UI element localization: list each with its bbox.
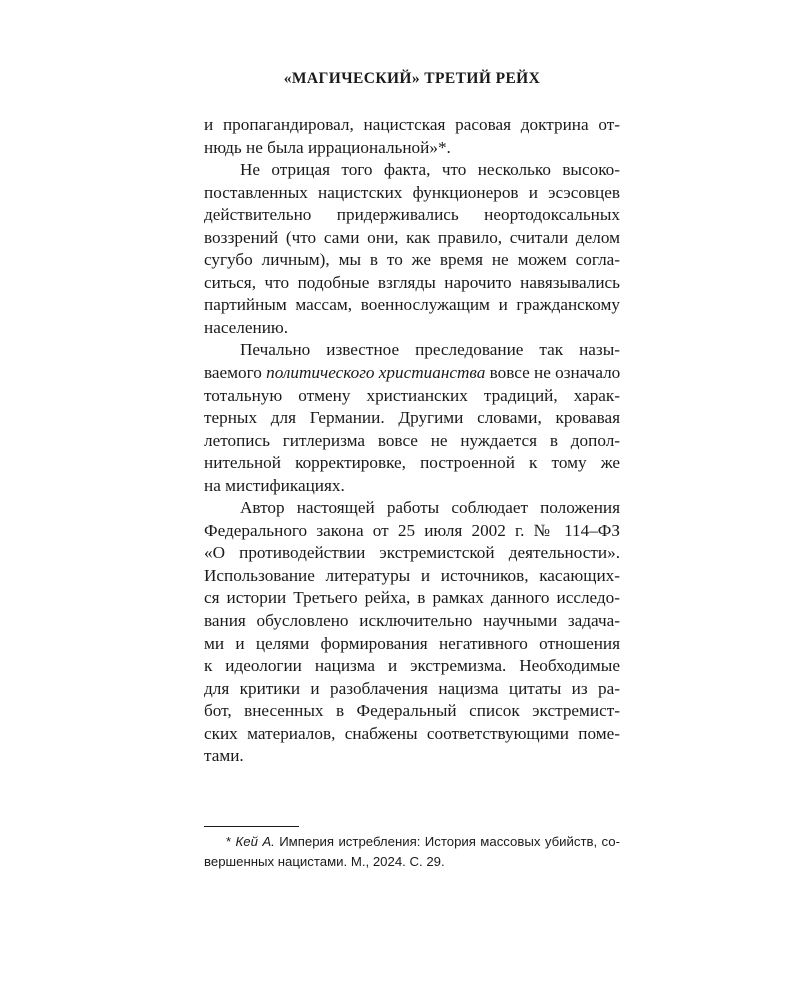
text-line: Федерального закона от 25 июля 2002 г. № 114–ФЗ [204,520,620,540]
running-head: «МАГИЧЕСКИЙ» ТРЕТИЙ РЕЙХ [283,70,541,87]
text-line: Автор настоящей работы соблюдает положения [240,498,620,518]
text-line: «О противодействии экстремистской деятельности». [204,543,620,563]
text-line: для критики и разоблачения нацизма цитаты из ра- [204,678,620,698]
footnote-author: Кей А. [235,834,275,849]
footnote-line: вершенных нацистами. М., 2024. С. 29. [204,854,445,869]
text-line: терных для Германии. Другими словами, кровавая [204,408,620,428]
text-line: тотальную отмену христианских традиций, харак- [204,385,620,405]
italic-term: политического христианства [266,363,486,383]
text-line: нительной корректировке, построенной к тому же [204,453,620,473]
text-line: на мистификациях. [204,475,345,495]
text-line: бот, внесенных в Федеральный список экстремист- [204,701,620,721]
text-line-with-italic [204,362,620,385]
text-line: Использование литературы и источников, касающих- [204,565,620,585]
text-line: Не отрицая того факта, что несколько высоко- [240,160,620,180]
text-line: сугубо личным), мы в то же время не можем согла- [204,250,620,270]
paragraph [204,159,620,339]
text-line: вания обусловлено исключительно научными задача- [204,611,620,631]
text-line: тами. [204,746,244,766]
paragraph [204,497,620,768]
text-line: нюдь не была иррациональной»*. [204,137,451,157]
text-line: ми и целями формирования негативного отношения [204,633,620,653]
text-line: поставленных нацистских функционеров и эсэсовцев [204,182,620,202]
text-segment: ваемого [204,363,267,383]
text-line: воззрений (что сами они, как правило, считали делом [204,227,620,247]
footnote [204,832,620,872]
footnote-citation: Империя истребления: История массовых убийств, со- [279,834,621,849]
text-line: Печально известное преследование так назы- [240,340,620,360]
footnote-marker: * [226,834,232,849]
footnote-divider [204,826,299,827]
footnote-line [204,832,620,852]
text-line: населению. [204,317,289,337]
text-line: ситься, что подобные взгляды нарочито навязывались [204,272,620,292]
text-line: и пропагандировал, нацистская расовая доктрина от- [204,115,620,134]
text-line: ских материалов, снабжены соответствующими поме- [204,723,620,743]
book-page [204,0,620,1000]
paragraph [204,114,620,159]
text-line: к идеологии нацизма и экстремизма. Необходимые [204,656,620,676]
body-text [204,114,620,768]
text-line: партийным массам, военнослужащим и гражданскому [204,295,620,315]
text-line: летопись гитлеризма вовсе не нуждается в допол- [204,430,620,450]
text-line: ся истории Третьего рейха, в рамках данного исследо- [204,588,620,608]
text-line: действительно придерживались неортодоксальных [204,205,620,225]
text-segment: вовсе не означало [485,363,621,383]
paragraph [204,339,620,497]
